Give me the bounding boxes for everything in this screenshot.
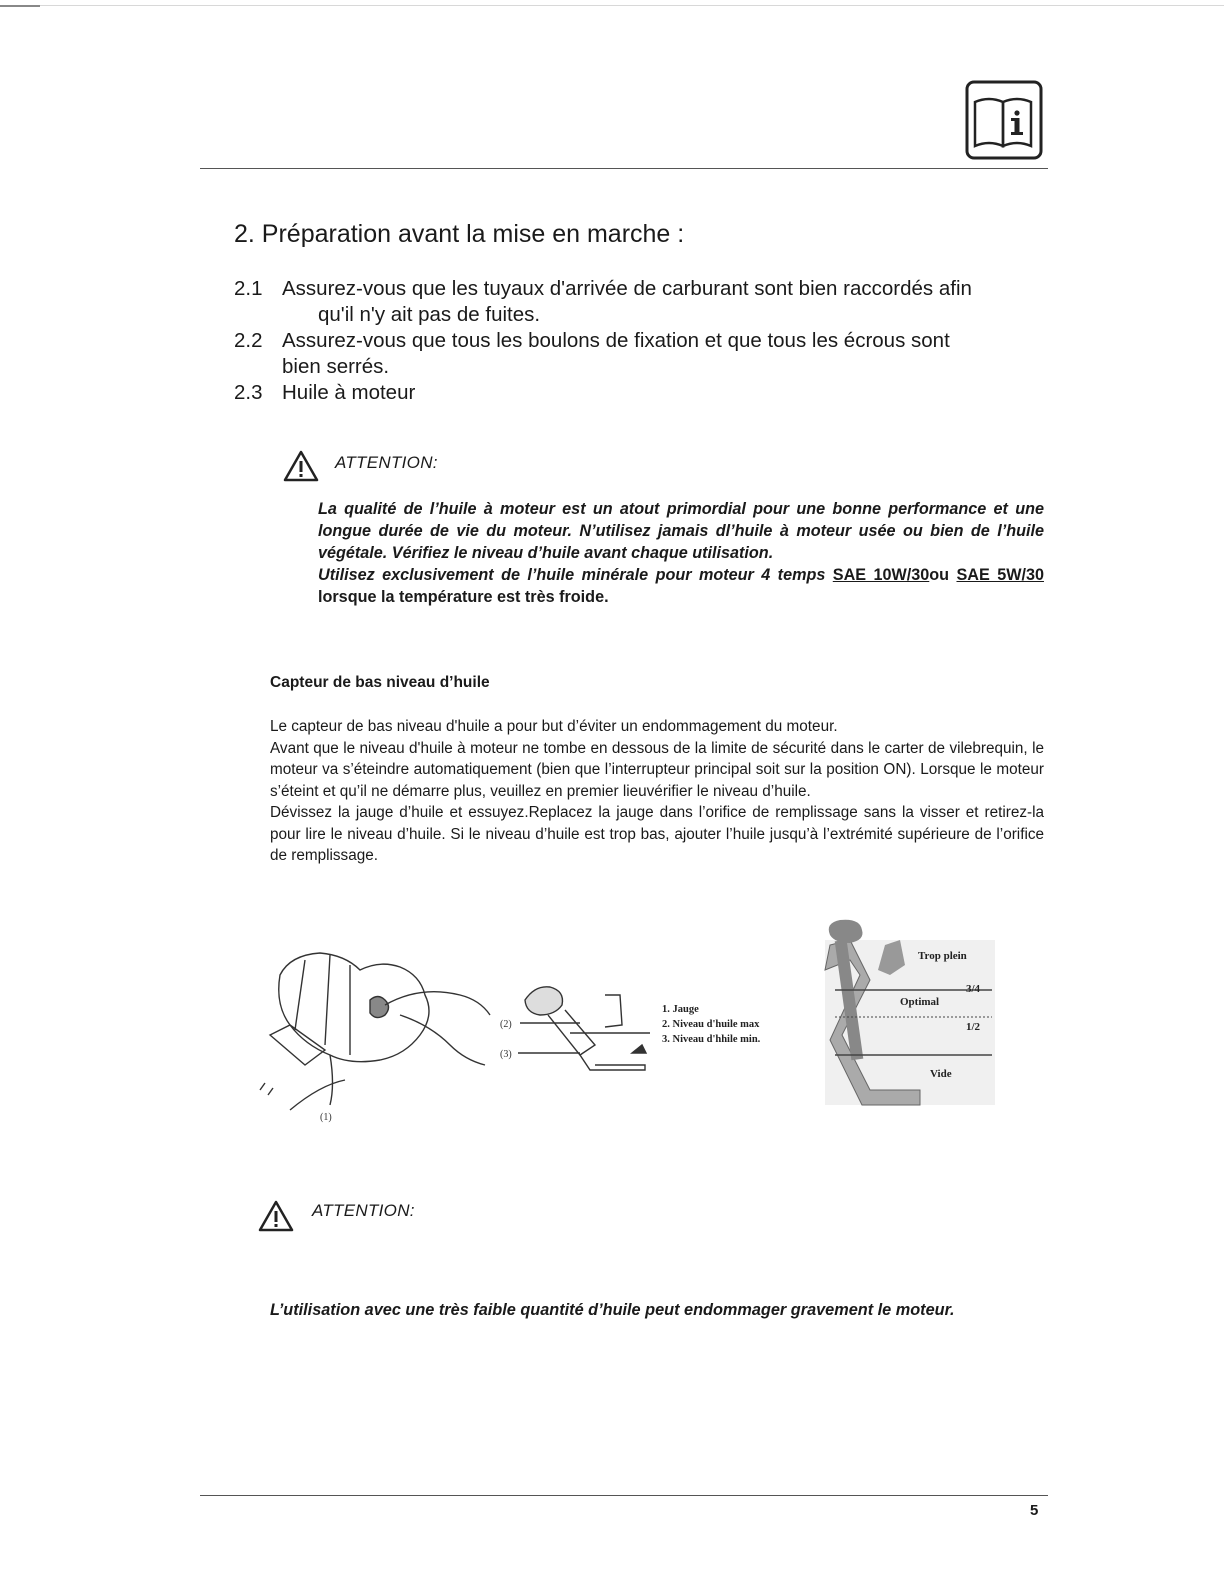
- attention-text-start: Utilisez exclusivement de l’huile minérale pour moteur 4 temps: [318, 566, 833, 584]
- top-left-mark: [0, 5, 40, 7]
- attention-paragraph: La qualité de l’huile à moteur est un atout primordial pour une bonne performance et une longue durée de vie du moteur. N’utilisez jamais dl’huile à moteur usée ou bien de l’huile végétale. Vérifiez le niveau d’huile avant chaque utilisation.: [318, 500, 1044, 562]
- item-number: 2.3: [234, 381, 263, 404]
- page-number: 5: [1030, 1502, 1039, 1519]
- or-word: ou: [929, 566, 950, 584]
- level-optimal: Optimal: [900, 996, 940, 1008]
- callout-1: (1): [320, 1112, 332, 1123]
- legend-1: 1. Jauge: [662, 1004, 699, 1015]
- top-edge-rule: [0, 5, 1224, 6]
- warning-icon: [258, 1200, 294, 1232]
- list-item: [0, 276, 1224, 328]
- sensor-paragraph-3: Dévissez la jauge d’huile et essuyez.Replacez la jauge dans l’orifice de remplissage sans la visser et retirez-la pour lire le niveau d’huile. Si le niveau d’huile est trop bas, ajouter l’huile jusqu’à l’extrémité supérieure de l’orifice de remplissage.: [270, 804, 1044, 864]
- item-text: Huile à moteur: [282, 381, 416, 404]
- section-title: 2. Préparation avant la mise en marche :: [234, 220, 685, 248]
- item-text-cont: qu'il n'y ait pas de fuites.: [318, 303, 541, 326]
- engine-sketch: [260, 953, 490, 1110]
- attention-label: ATTENTION:: [335, 453, 438, 472]
- item-text: Assurez-vous que tous les boulons de fixation et que tous les écrous sont: [282, 329, 950, 352]
- list-item: [0, 328, 1224, 380]
- attention-text-end: lorsque la température est très froide.: [318, 588, 609, 606]
- attention-paragraph-2: [318, 564, 1044, 608]
- level-three-quarters: 3/4: [966, 983, 981, 995]
- sae-10w30: SAE 10W/30: [832, 566, 930, 584]
- sensor-paragraph-2: Avant que le niveau d'huile à moteur ne tombe en dessous de la limite de sécurité dans le carter de vilebrequin, le moteur va s’éteindre automatiquement (bien que l’interrupteur principal soit sur la position ON). Lorsque le moteur s’éteint et qu’il ne démarre plus, veuillez en premier lieuvérifier le niveau d’huile.: [270, 739, 1044, 800]
- attention-label-2: ATTENTION:: [312, 1201, 415, 1220]
- dipstick-sketch: [518, 987, 650, 1070]
- item-text: Assurez-vous que les tuyaux d'arrivée de carburant sont bien raccordés afin: [282, 277, 972, 300]
- warning-icon: [283, 450, 319, 482]
- callout-3: (3): [500, 1049, 512, 1060]
- attention-text: [318, 498, 1044, 608]
- sae-5w30: SAE 5W/30: [956, 566, 1044, 584]
- level-trop-plein: Trop plein: [918, 950, 967, 962]
- manual-info-icon: [965, 80, 1043, 160]
- level-vide: Vide: [930, 1068, 952, 1080]
- final-warning-text: L’utilisation avec une très faible quantité d’huile peut endommager gravement le moteur.: [270, 1301, 955, 1319]
- sensor-body: [270, 716, 1044, 867]
- sensor-heading: Capteur de bas niveau d’huile: [270, 674, 490, 691]
- level-diagram: [825, 920, 995, 1105]
- item-number: 2.2: [234, 329, 263, 352]
- sensor-paragraph-1: Le capteur de bas niveau d'huile a pour but d’éviter un endommagement du moteur.: [270, 718, 838, 735]
- callout-2: (2): [500, 1019, 512, 1030]
- item-number: 2.1: [234, 277, 263, 300]
- legend-3: 3. Niveau d'hhile min.: [662, 1034, 761, 1045]
- footer-rule: [200, 1495, 1048, 1496]
- list-item: [0, 380, 1224, 406]
- oil-dipstick-figure: [250, 915, 1000, 1135]
- level-half: 1/2: [966, 1021, 981, 1033]
- legend-2: 2. Niveau d'huile max: [662, 1019, 760, 1030]
- item-text-cont: bien serrés.: [282, 355, 390, 378]
- header-rule: [200, 168, 1048, 169]
